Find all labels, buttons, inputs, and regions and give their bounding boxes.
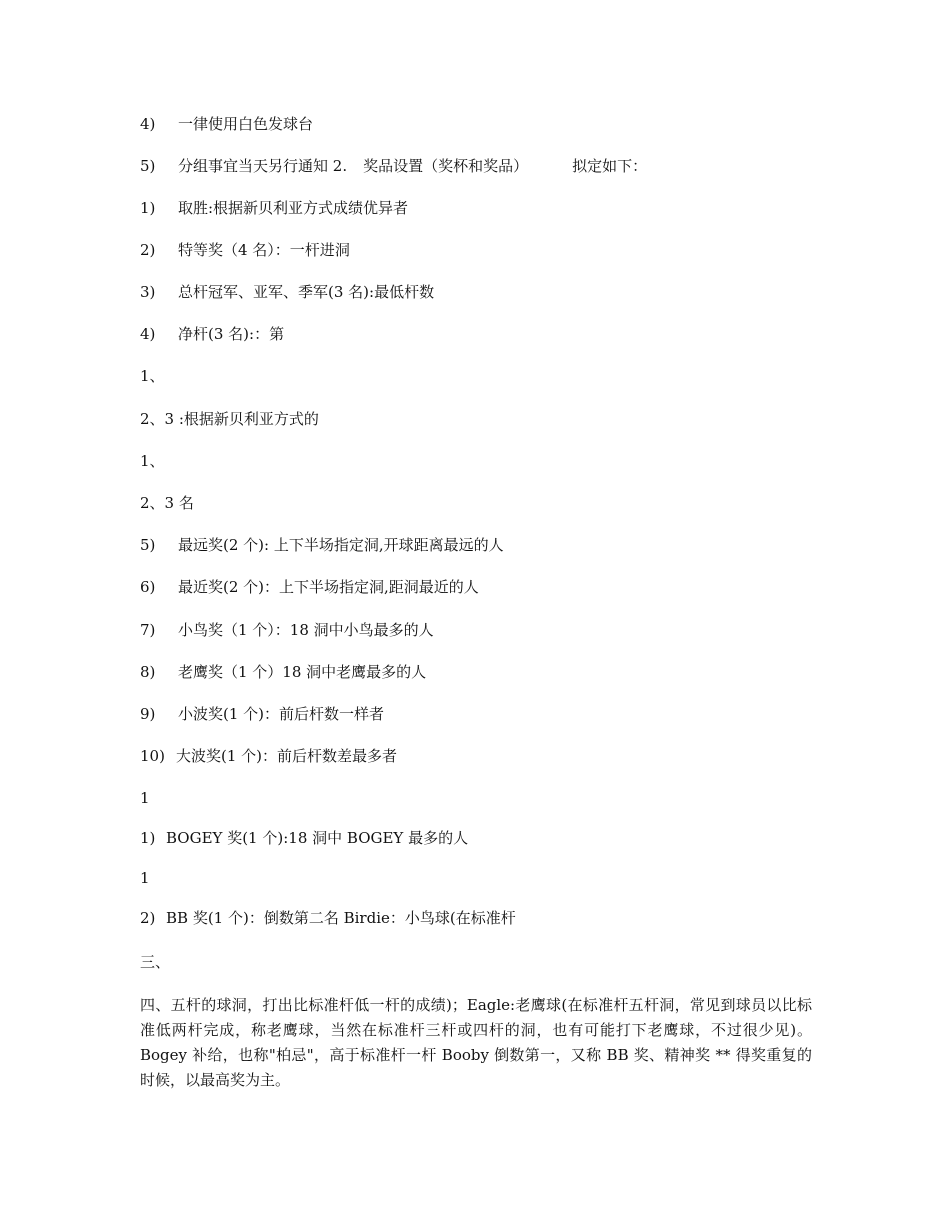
list-item [140, 241, 350, 259]
list-item [140, 115, 313, 133]
item-text: BOGEY 奖(1 个):18 洞中 BOGEY 最多的人 [166, 829, 469, 847]
item-number: 7) [140, 621, 156, 639]
list-item [140, 283, 434, 301]
list-item [140, 747, 397, 765]
text-line: 1 [140, 789, 150, 807]
item-number: 2) [140, 241, 156, 259]
item-text: 一律使用白色发球台 [178, 115, 314, 133]
text-line: 2、3 :根据新贝利亚方式的 [140, 410, 319, 428]
item-text: 取胜:根据新贝利亚方式成绩优异者 [178, 199, 409, 217]
list-item [140, 829, 468, 847]
list-item [140, 325, 284, 343]
item-text: 分组事宜当天另行通知 2. [178, 157, 348, 175]
item-number: 4) [140, 115, 156, 133]
item-number: 8) [140, 663, 156, 681]
item-number: 5) [140, 536, 156, 554]
item-number: 10) [140, 747, 165, 765]
item-text: 奖品设置（奖杯和奖品） [363, 157, 529, 175]
list-item [140, 705, 384, 723]
list-item [140, 663, 426, 681]
item-text: 小波奖(1 个)：前后杆数一样者 [178, 705, 385, 723]
item-number: 3) [140, 283, 156, 301]
text-line: 1 [140, 869, 150, 887]
item-number: 5) [140, 157, 156, 175]
text-line: 2、3 名 [140, 494, 194, 512]
item-text: BB 奖(1 个)：倒数第二名 Birdie：小鸟球(在标准杆 [166, 909, 516, 927]
item-number: 6) [140, 578, 156, 596]
item-number: 9) [140, 705, 156, 723]
text-line: 1、 [140, 452, 165, 470]
item-text: 总杆冠军、亚军、季军(3 名):最低杆数 [178, 283, 435, 301]
body-paragraph: 四、五杆的球洞，打出比标准杆低一杆的成绩)；Eagle:老鹰球(在标准杆五杆洞，常见到球员以比标准低两杆完成，称老鹰球，当然在标准杆三杆或四杆的洞，也有可能打下老鹰球，不过很少见)。Bogey 补给，也称"柏忌"，高于标准杆一杆 Booby 倒数第一，又称 BB 奖、精神奖 ** 得奖重复的时候，以最高奖为主。 [140, 996, 812, 1089]
list-item [140, 199, 408, 217]
list-item [140, 157, 647, 175]
list-item [140, 578, 479, 596]
item-number: 4) [140, 325, 156, 343]
text-line: 1、 [140, 367, 165, 385]
item-text: 最近奖(2 个)：上下半场指定洞,距洞最近的人 [178, 578, 479, 596]
item-number: 2) [140, 909, 156, 927]
item-text: 净杆(3 名):：第 [178, 325, 285, 343]
item-text: 老鹰奖（1 个）18 洞中老鹰最多的人 [178, 663, 427, 681]
list-item [140, 621, 434, 639]
list-item [140, 536, 504, 554]
list-item [140, 909, 516, 927]
item-number: 1) [140, 199, 156, 217]
item-text: 特等奖（4 名）：一杆进洞 [178, 241, 350, 259]
item-text: 大波奖(1 个)：前后杆数差最多者 [176, 747, 398, 765]
item-number: 1) [140, 829, 156, 847]
item-text: 小鸟奖（1 个）：18 洞中小鸟最多的人 [178, 621, 434, 639]
item-text: 拟定如下： [572, 157, 648, 175]
text-line: 三、 [140, 953, 171, 971]
item-text: 最远奖(2 个): 上下半场指定洞,开球距离最远的人 [178, 536, 504, 554]
